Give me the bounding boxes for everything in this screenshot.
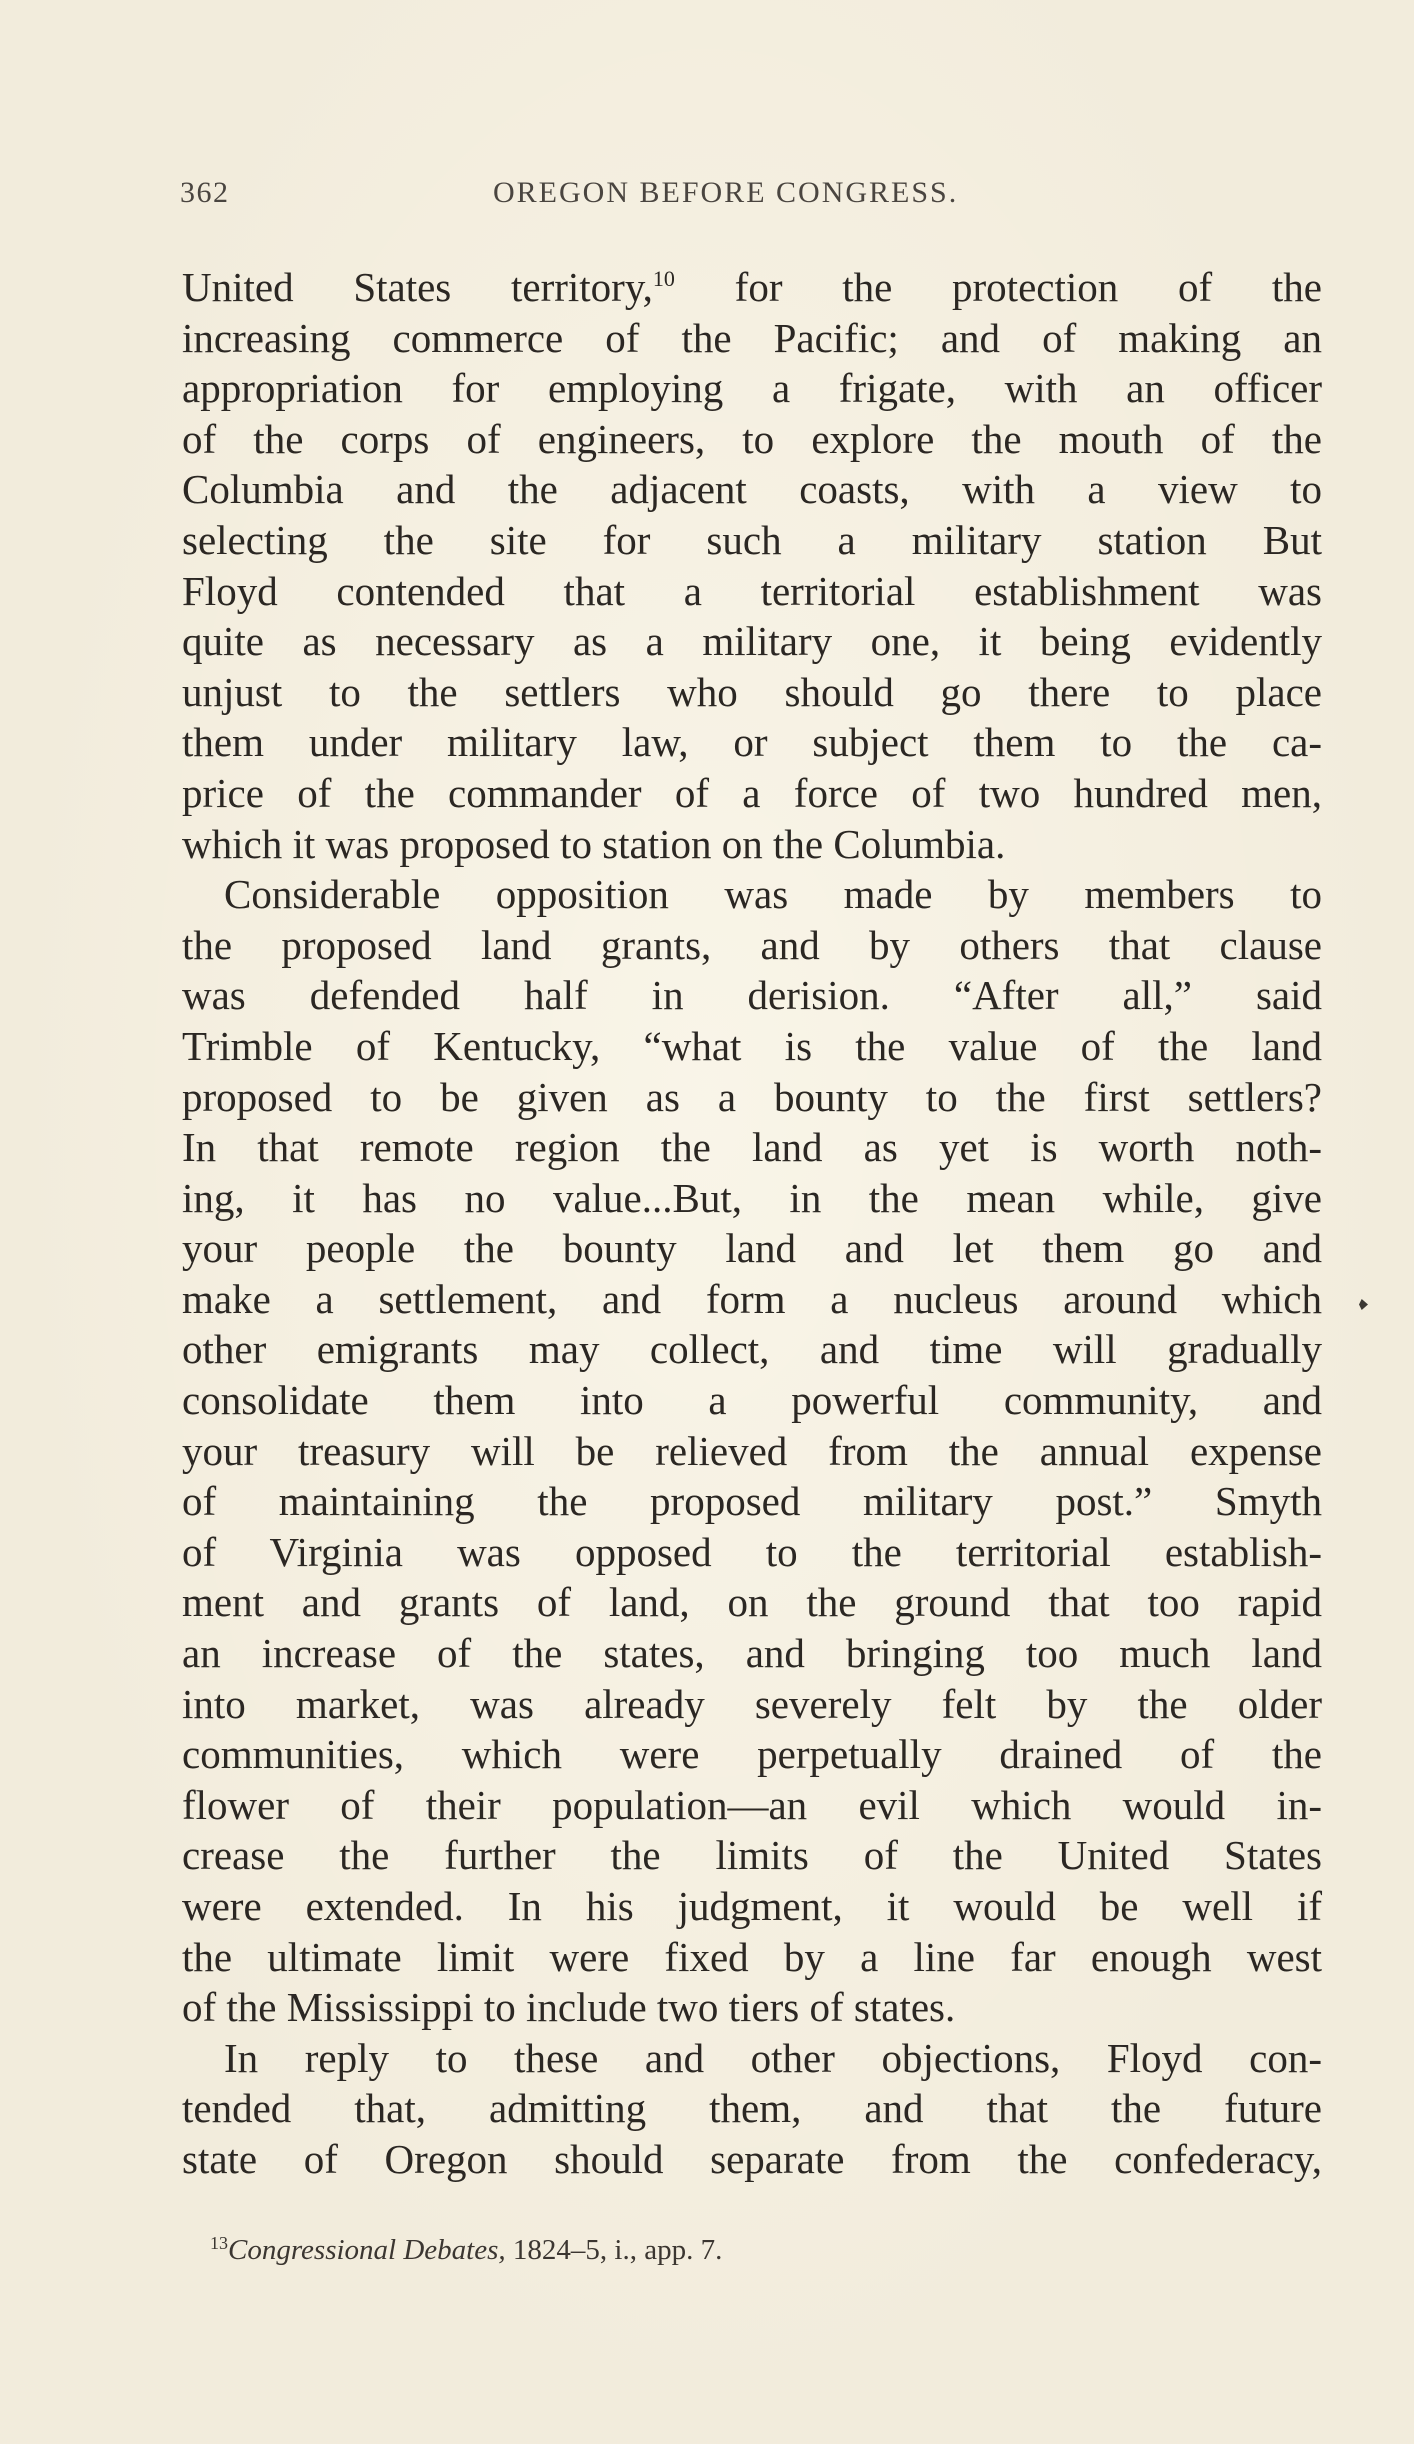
text-line: an increase of the states, and bringing too much land — [182, 1630, 1322, 1677]
margin-mark-icon — [1359, 1299, 1368, 1310]
text-line: of maintaining the proposed military post.” Smyth — [182, 1478, 1322, 1525]
text-line: ment and grants of land, on the ground that too rapid — [182, 1579, 1322, 1626]
text-line: unjust to the settlers who should go there to place — [182, 668, 1322, 715]
paragraph-start: Considerable opposition was made by members to — [224, 871, 1322, 918]
footnote-details: 1824–5, i., app. 7. — [505, 2234, 723, 2266]
text-line: the proposed land grants, and by others that clause — [182, 921, 1322, 968]
text-line: United States territory,$^{10}$ for the protection of the — [182, 264, 1322, 310]
text-line: consolidate them into a powerful community, and — [182, 1377, 1322, 1424]
text-line: the ultimate limit were fixed by a line far enough west — [182, 1933, 1322, 1980]
text-line: them under military law, or subject them to the ca- — [182, 719, 1322, 766]
text-line: Floyd contended that a territorial establishment was — [182, 567, 1322, 614]
footnote — [210, 2234, 1210, 2267]
body-text — [182, 262, 1322, 2185]
text-line: tended that, admitting them, and that the future — [182, 2085, 1322, 2132]
text-line: selecting the site for such a military station But — [182, 516, 1322, 563]
text-line: Trimble of Kentucky, “what is the value of the land — [182, 1022, 1322, 1069]
text-line: your people the bounty land and let them go and — [182, 1225, 1322, 1272]
text-line: increasing commerce of the Pacific; and of making an — [182, 314, 1322, 361]
text-line: were extended. In his judgment, it would be well if — [182, 1883, 1322, 1929]
text-line: flower of their population—an evil which would in- — [182, 1781, 1322, 1828]
text-line: ing, it has no value...But, in the mean while, give — [182, 1174, 1322, 1221]
text-line: of Virginia was opposed to the territorial establish- — [182, 1528, 1322, 1575]
running-head — [180, 176, 1280, 216]
text-line: Columbia and the adjacent coasts, with a view to — [182, 466, 1322, 513]
text-line: other emigrants may collect, and time will gradually — [182, 1326, 1322, 1373]
text-line: quite as necessary as a military one, it being evidently — [182, 618, 1322, 665]
page-number: 362 — [180, 176, 230, 209]
text-line: proposed to be given as a bounty to the first settlers? — [182, 1073, 1322, 1120]
text-line: price of the commander of a force of two hundred men, — [182, 769, 1322, 816]
paragraph-start: In reply to these and other objections, Floyd con- — [224, 2034, 1322, 2081]
running-title: OREGON BEFORE CONGRESS. — [493, 176, 959, 209]
footnote-source: Congressional Debates, — [228, 2234, 506, 2266]
footnote-marker: 13 — [210, 2233, 228, 2253]
text-line: was defended half in derision. “After all,” said — [182, 972, 1322, 1019]
text-line: In that remote region the land as yet is worth noth- — [182, 1124, 1322, 1171]
footnote-reference: 10 — [652, 266, 675, 291]
text-line: state of Oregon should separate from the confederacy, — [182, 2135, 1322, 2182]
text-line: appropriation for employing a frigate, with an officer — [182, 365, 1322, 412]
text-line: into market, was already severely felt by the older — [182, 1680, 1322, 1727]
text-line: which it was proposed to station on the Columbia. — [182, 820, 1006, 867]
text-line: crease the further the limits of the United States — [182, 1832, 1322, 1879]
text-line: communities, which were perpetually drained of the — [182, 1731, 1322, 1778]
text-line: your treasury will be relieved from the annual expense — [182, 1427, 1322, 1474]
text-line: of the Mississippi to include two tiers of states. — [182, 1984, 956, 2031]
text-line: make a settlement, and form a nucleus around which — [182, 1275, 1322, 1322]
text-line: of the corps of engineers, to explore the mouth of the — [182, 415, 1322, 462]
